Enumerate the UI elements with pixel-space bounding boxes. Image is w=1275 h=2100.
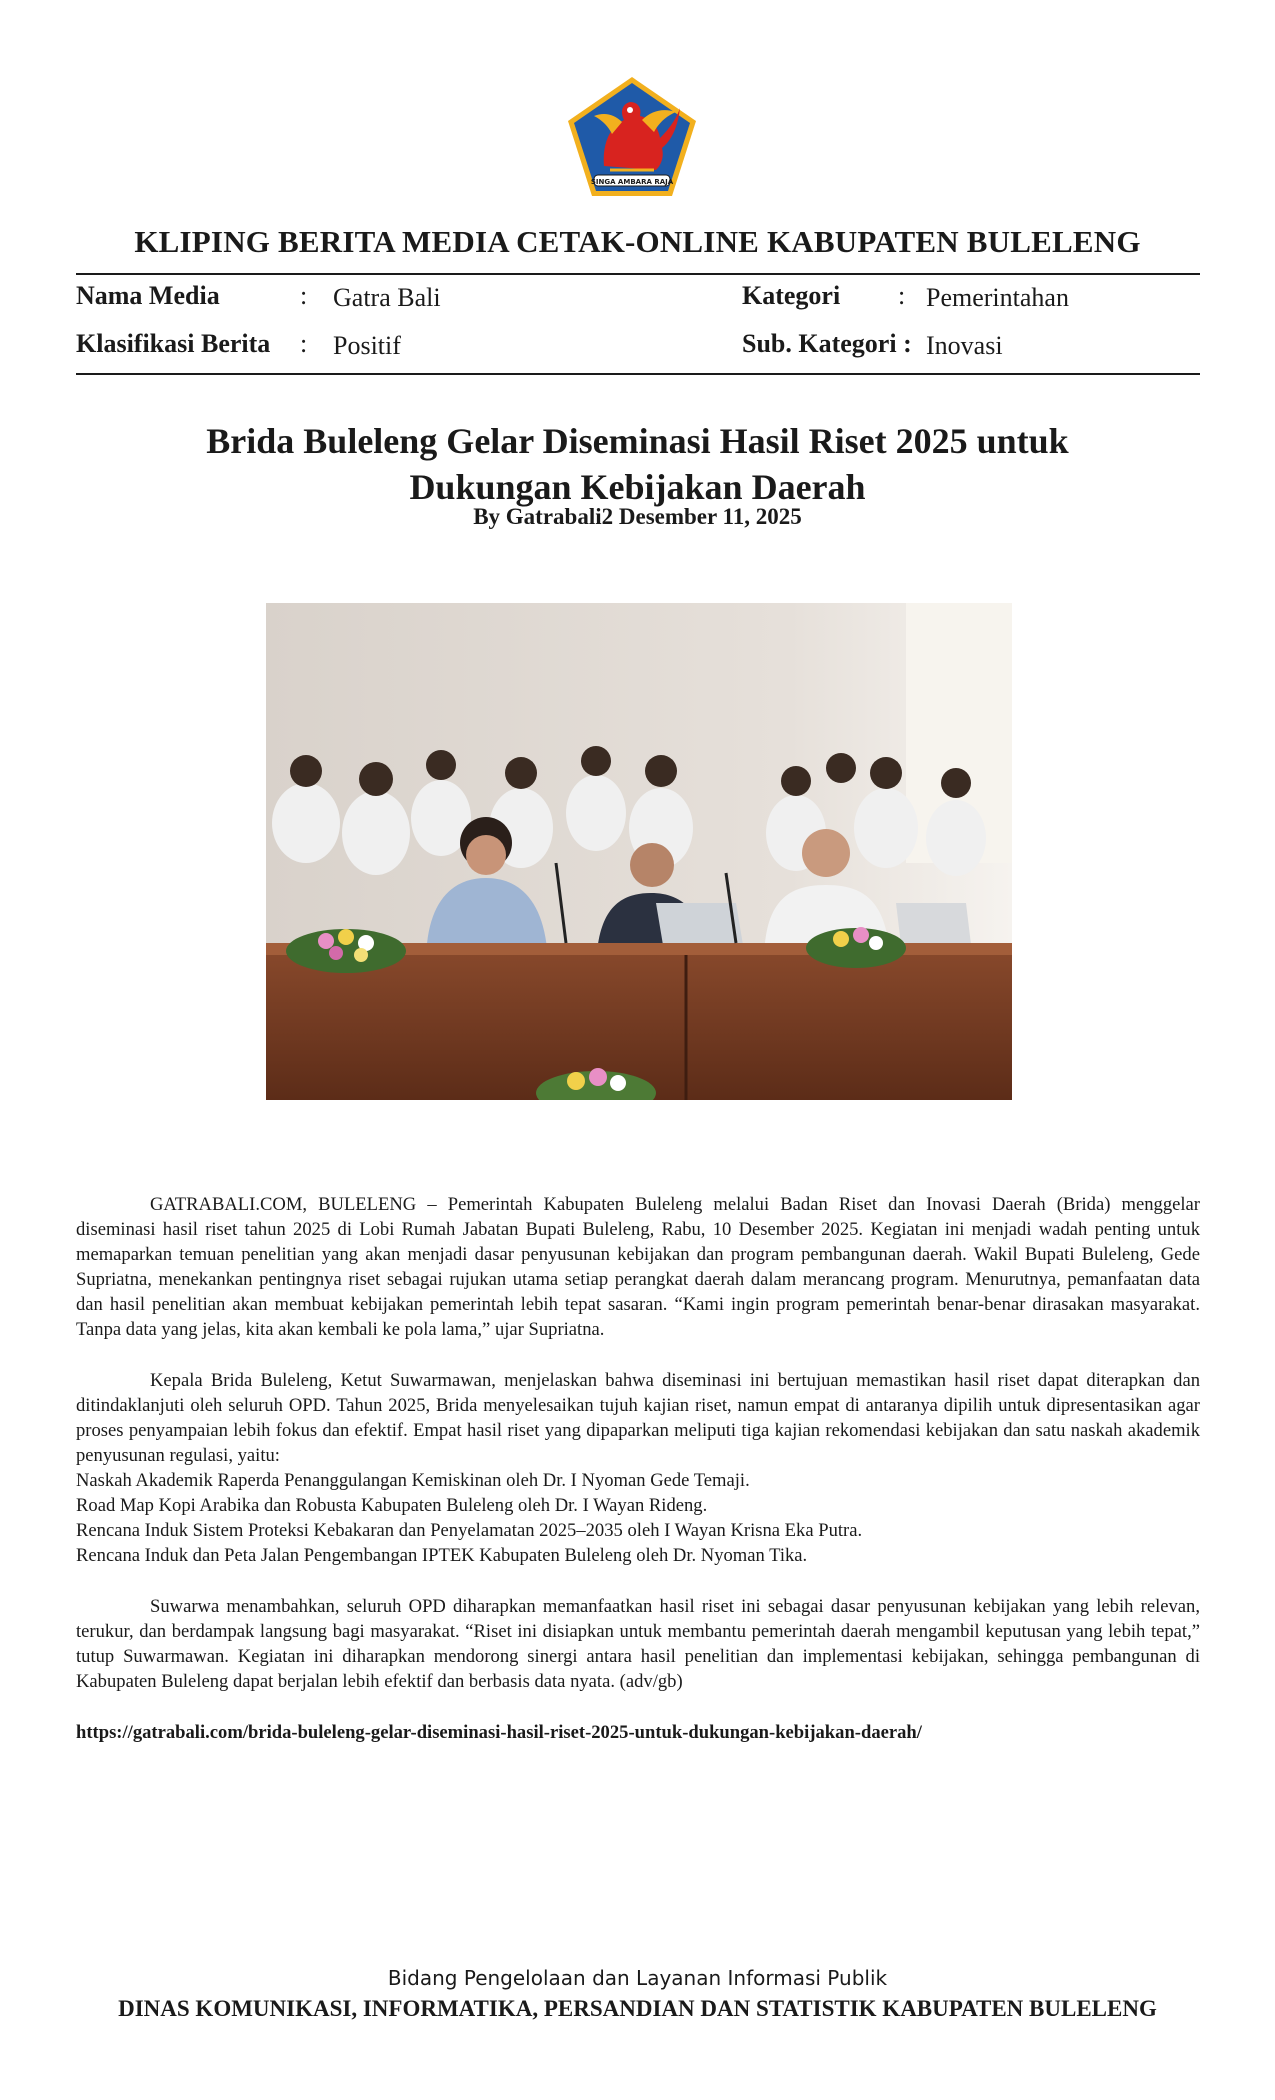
media-name-value: Gatra Bali <box>333 283 441 312</box>
article-paragraph-2: Kepala Brida Buleleng, Ketut Suwarmawan, menjelaskan bahwa diseminasi ini bertujuan memastikan hasil riset dapat diterapkan dan ditindaklanjuti oleh seluruh OPD. Tahun 2025, Brida menyelesaikan tujuh kajian riset, namun empat di antaranya dipilih untuk dipresentasikan agar proses penyampaian lebih fokus dan efektif. Empat hasil riset yang dipaparkan meliputi tiga kajian rekomendasi kebijakan dan satu naskah akademik penyusunan regulasi, yaitu: <box>76 1370 1200 1466</box>
media-name-colon: : <box>300 281 308 310</box>
buleleng-regency-crest-icon <box>564 74 700 200</box>
article-paragraph-3: Suwarwa menambahkan, seluruh OPD diharapkan memanfaatkan hasil riset ini sebagai dasar penyusunan kebijakan yang lebih relevan, terukur, dan berdampak langsung bagi masyarakat. “Riset ini disiapkan untuk membantu pemerintah daerah mengambil keputusan yang lebih tepat,” tutup Suwarmawan. Kegiatan ini diharapkan mendorong sinergi antara hasil penelitian dan implementasi kebijakan, sehingga pembangunan di Kabupaten Buleleng dapat berjalan lebih efektif dan berbasis data nyata. (adv/gb) <box>76 1596 1200 1692</box>
header-divider-top <box>76 273 1200 275</box>
list-item: Rencana Induk Sistem Proteksi Kebakaran dan Penyelamatan 2025–2035 oleh I Wayan Krisna Eka Putra. <box>76 1520 863 1541</box>
news-classification-label: Klasifikasi Berita <box>76 329 271 358</box>
meeting-room-photo <box>266 603 1012 1100</box>
header-divider-bottom <box>76 373 1200 375</box>
media-name-label: Nama Media <box>76 281 220 310</box>
article-body <box>76 1192 1200 1694</box>
footer-agency: DINAS KOMUNIKASI, INFORMATIKA, PERSANDIAN DAN STATISTIK KABUPATEN BULELENG <box>118 1996 1157 2021</box>
list-item: Road Map Kopi Arabika dan Robusta Kabupaten Buleleng oleh Dr. I Wayan Rideng. <box>76 1495 708 1516</box>
article-headline <box>0 418 1275 510</box>
category-value: Pemerintahan <box>926 283 1069 312</box>
category-label: Kategori <box>742 281 841 310</box>
list-item: Rencana Induk dan Peta Jalan Pengembangan IPTEK Kabupaten Buleleng oleh Dr. Nyoman Tika. <box>76 1545 808 1566</box>
list-item: Naskah Akademik Raperda Penanggulangan Kemiskinan oleh Dr. I Nyoman Gede Temaji. <box>76 1470 750 1491</box>
category-colon: : <box>898 281 906 310</box>
article-paragraph-1: GATRABALI.COM, BULELENG – Pemerintah Kabupaten Buleleng melalui Badan Riset dan Inovasi Daerah (Brida) menggelar diseminasi hasil riset tahun 2025 di Lobi Rumah Jabatan Bupati Buleleng, Rabu, 10 Desember 2025. Kegiatan ini menjadi wadah penting untuk memaparkan temuan penelitian yang akan menjadi dasar penyusunan kebijakan dan program pembangunan daerah. Wakil Bupati Buleleng, Gede Supriatna, menekankan pentingnya riset sebagai rujukan utama setiap perangkat daerah dalam merancang program. Menurutnya, pemanfaatan data dan hasil penelitian akan membuat kebijakan pemerintah lebih tepat sasaran. “Kami ingin program pemerintah benar-benar dirasakan masyarakat. Tanpa data yang jelas, kita akan kembali ke pola lama,” ujar Supriatna. <box>76 1194 1200 1340</box>
article-byline: By Gatrabali2 Desember 11, 2025 <box>473 504 802 529</box>
subcategory-label: Sub. Kategori : <box>742 329 912 358</box>
document-title: KLIPING BERITA MEDIA CETAK-ONLINE KABUPATEN BULELENG <box>134 224 1141 259</box>
news-classification-value: Positif <box>333 331 401 360</box>
headline-line-1: Brida Buleleng Gelar Diseminasi Hasil Riset 2025 untuk <box>206 421 1069 461</box>
regency-logo <box>564 74 700 200</box>
headline-line-2: Dukungan Kebijakan Daerah <box>409 467 866 507</box>
news-classification-colon: : <box>300 329 308 358</box>
footer-division: Bidang Pengelolaan dan Layanan Informasi Publik <box>387 1966 888 1990</box>
logo-motto: SINGA AMBARA RAJA <box>590 178 674 186</box>
research-list <box>76 1468 1200 1568</box>
source-url-link[interactable]: https://gatrabali.com/brida-buleleng-gelar-diseminasi-hasil-riset-2025-untuk-dukungan-kebijakan-daerah/ <box>76 1722 922 1743</box>
subcategory-value: Inovasi <box>926 331 1003 360</box>
article-photo <box>266 603 1012 1100</box>
